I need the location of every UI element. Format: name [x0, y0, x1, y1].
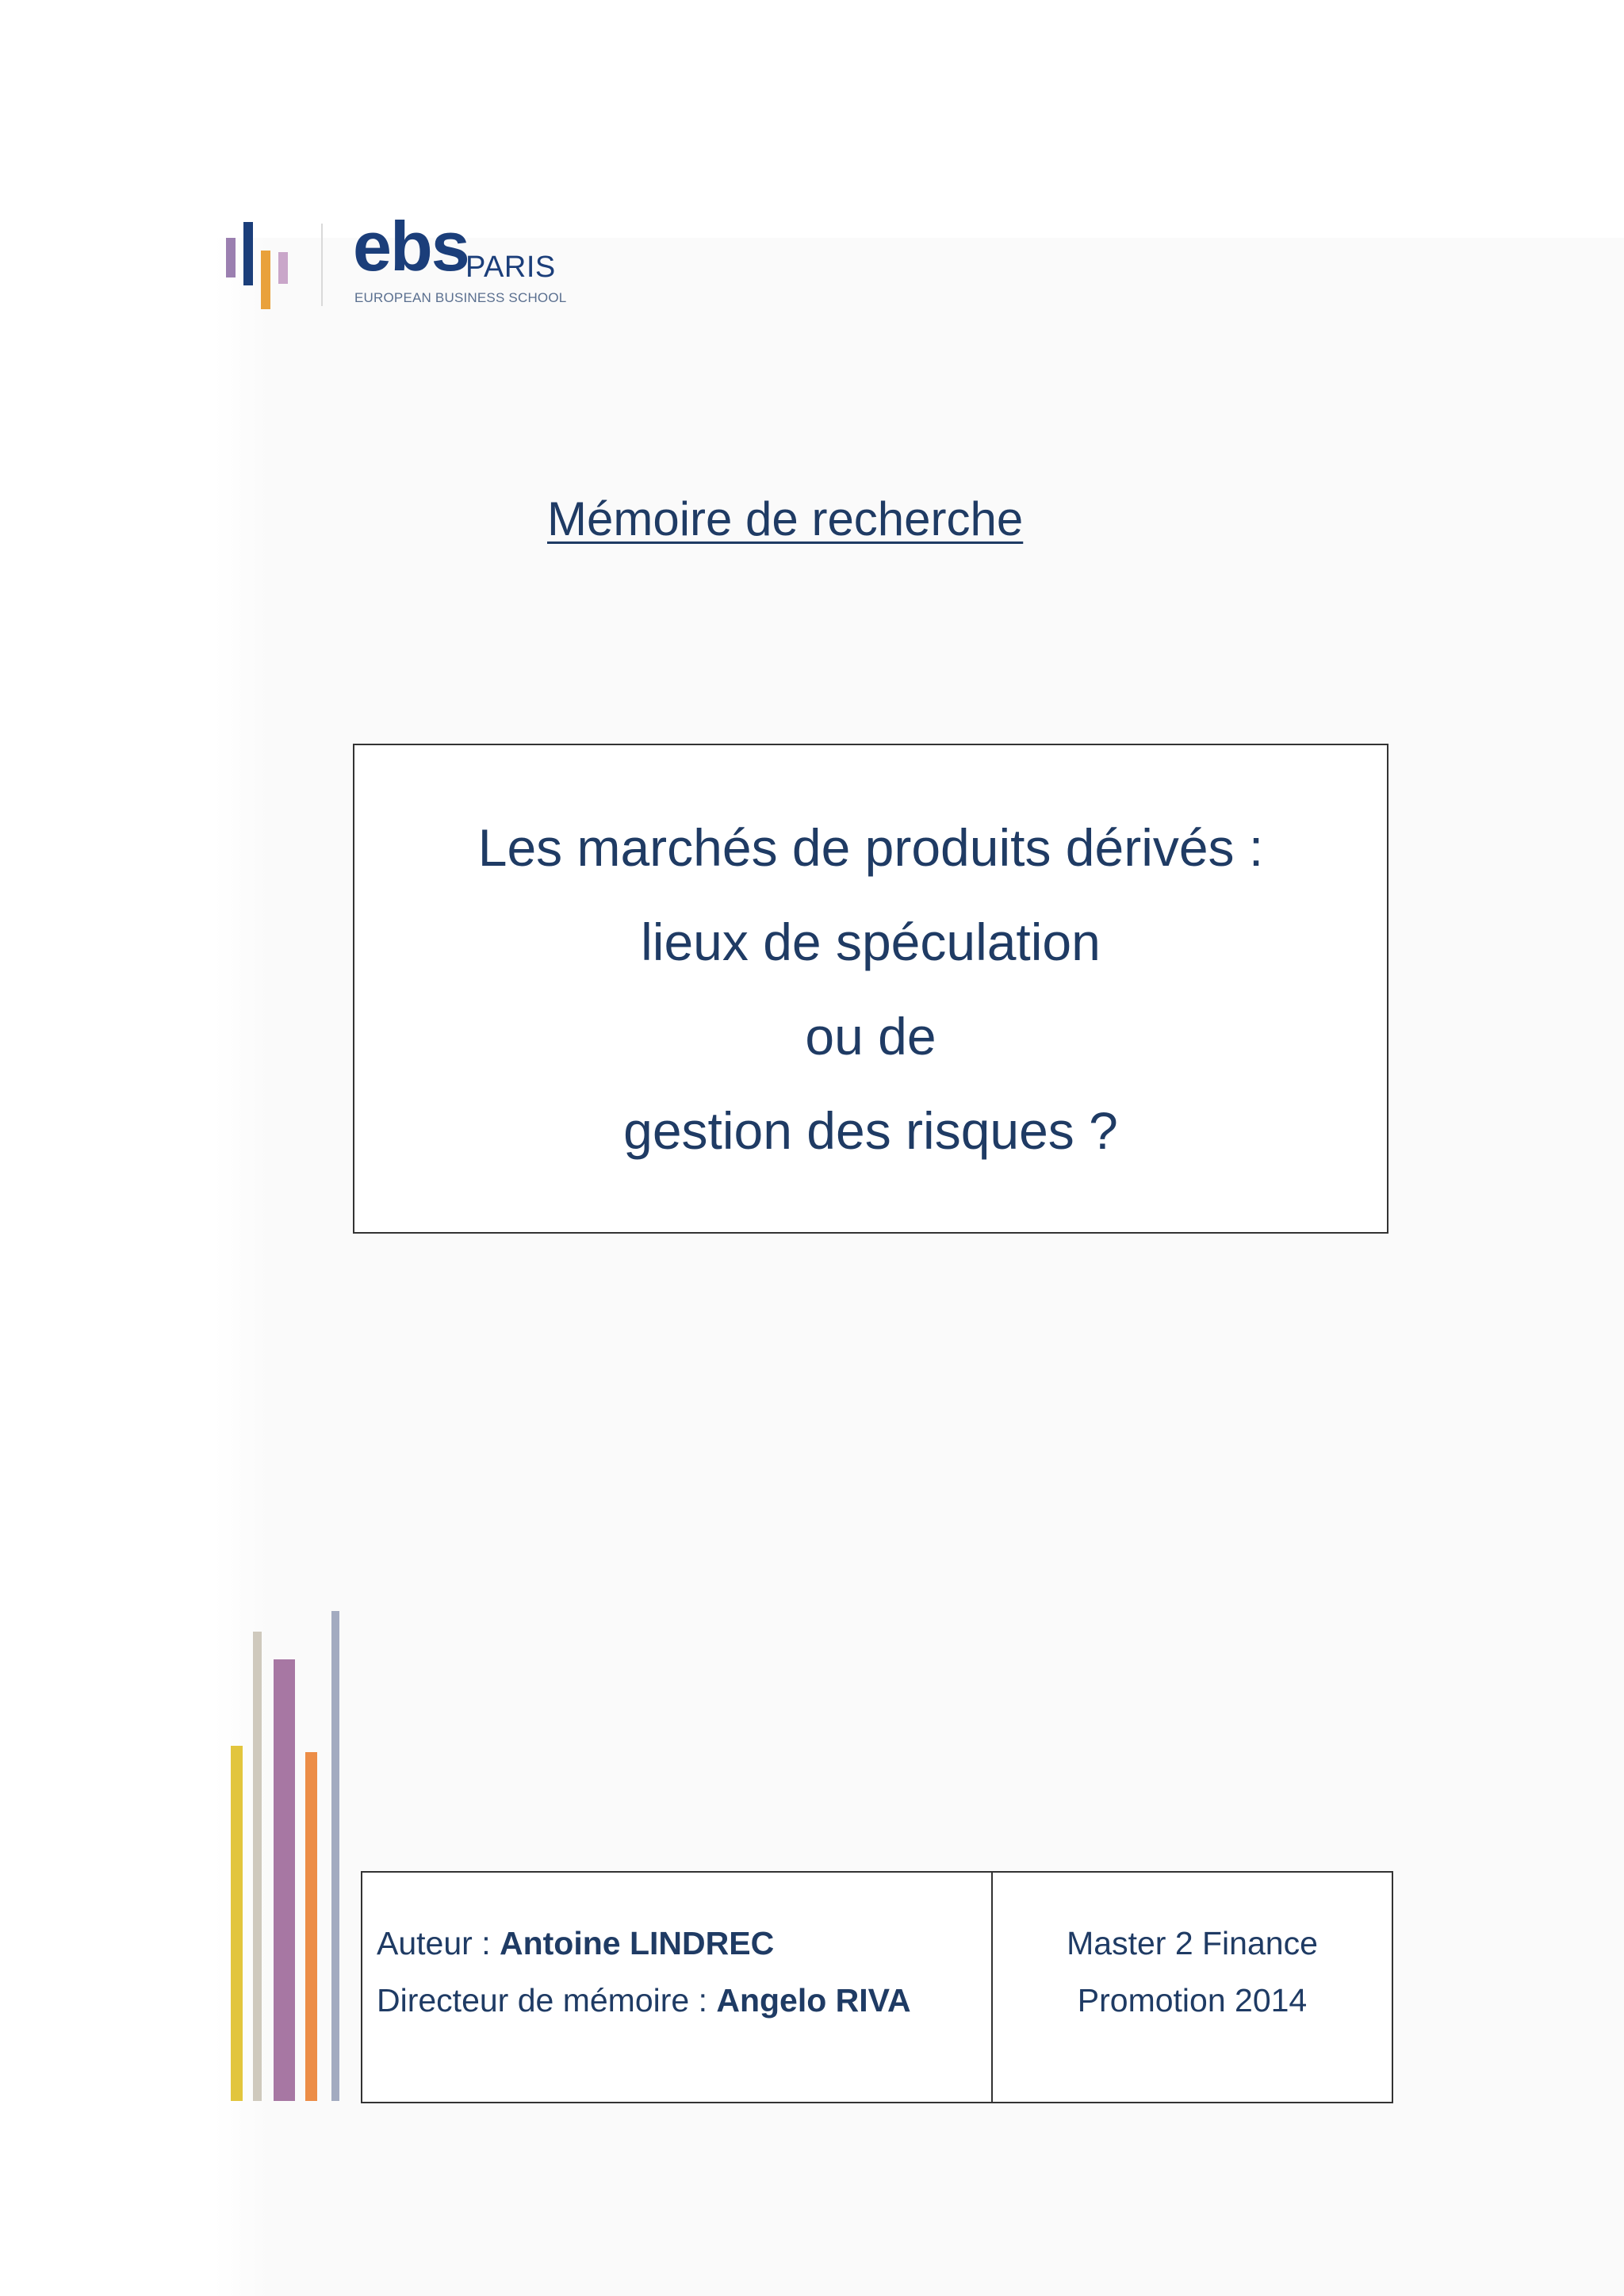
- logo-bar-4: [278, 252, 288, 284]
- title-line-2: lieux de spéculation: [641, 913, 1101, 971]
- decorative-bar-orange: [305, 1752, 317, 2101]
- title-line-3: ou de: [805, 1007, 936, 1066]
- decorative-bar-purple: [274, 1659, 295, 2101]
- title-lines: [354, 801, 1387, 1178]
- director-row: [377, 1982, 911, 2019]
- title-box: [353, 744, 1388, 1234]
- author-row: [377, 1925, 774, 1962]
- decorative-bar-slate: [331, 1611, 339, 2101]
- document-kind-heading: Mémoire de recherche: [547, 492, 1024, 545]
- logo-bar-2: [243, 222, 253, 285]
- title-line-4: gestion des risques ?: [623, 1101, 1118, 1160]
- info-table: [361, 1871, 1393, 2103]
- info-left-cell: [362, 1873, 993, 2102]
- logo-city: PARIS: [465, 251, 556, 284]
- author-label: Auteur :: [377, 1925, 500, 1961]
- director-name: Angelo RIVA: [716, 1982, 911, 2019]
- promotion-label: Promotion 2014: [1077, 1982, 1308, 2019]
- ebs-paris-logo: [226, 207, 567, 316]
- decorative-bar-yellow: [231, 1746, 243, 2101]
- logo-subtitle: EUROPEAN BUSINESS SCHOOL: [354, 290, 567, 305]
- title-line-1: Les marchés de produits dérivés :: [477, 818, 1264, 877]
- decorative-bars: [228, 1609, 347, 2101]
- author-name: Antoine LINDREC: [499, 1925, 775, 1961]
- logo-bar-1: [226, 238, 236, 277]
- logo-divider: [321, 224, 323, 306]
- program-label: Master 2 Finance: [1067, 1925, 1318, 1961]
- decorative-bar-gray: [253, 1632, 262, 2101]
- info-right-cell: [993, 1873, 1392, 2102]
- director-label: Directeur de mémoire :: [377, 1982, 717, 2019]
- logo-wordmark: ebs: [353, 207, 469, 285]
- logo-bar-3: [261, 251, 270, 309]
